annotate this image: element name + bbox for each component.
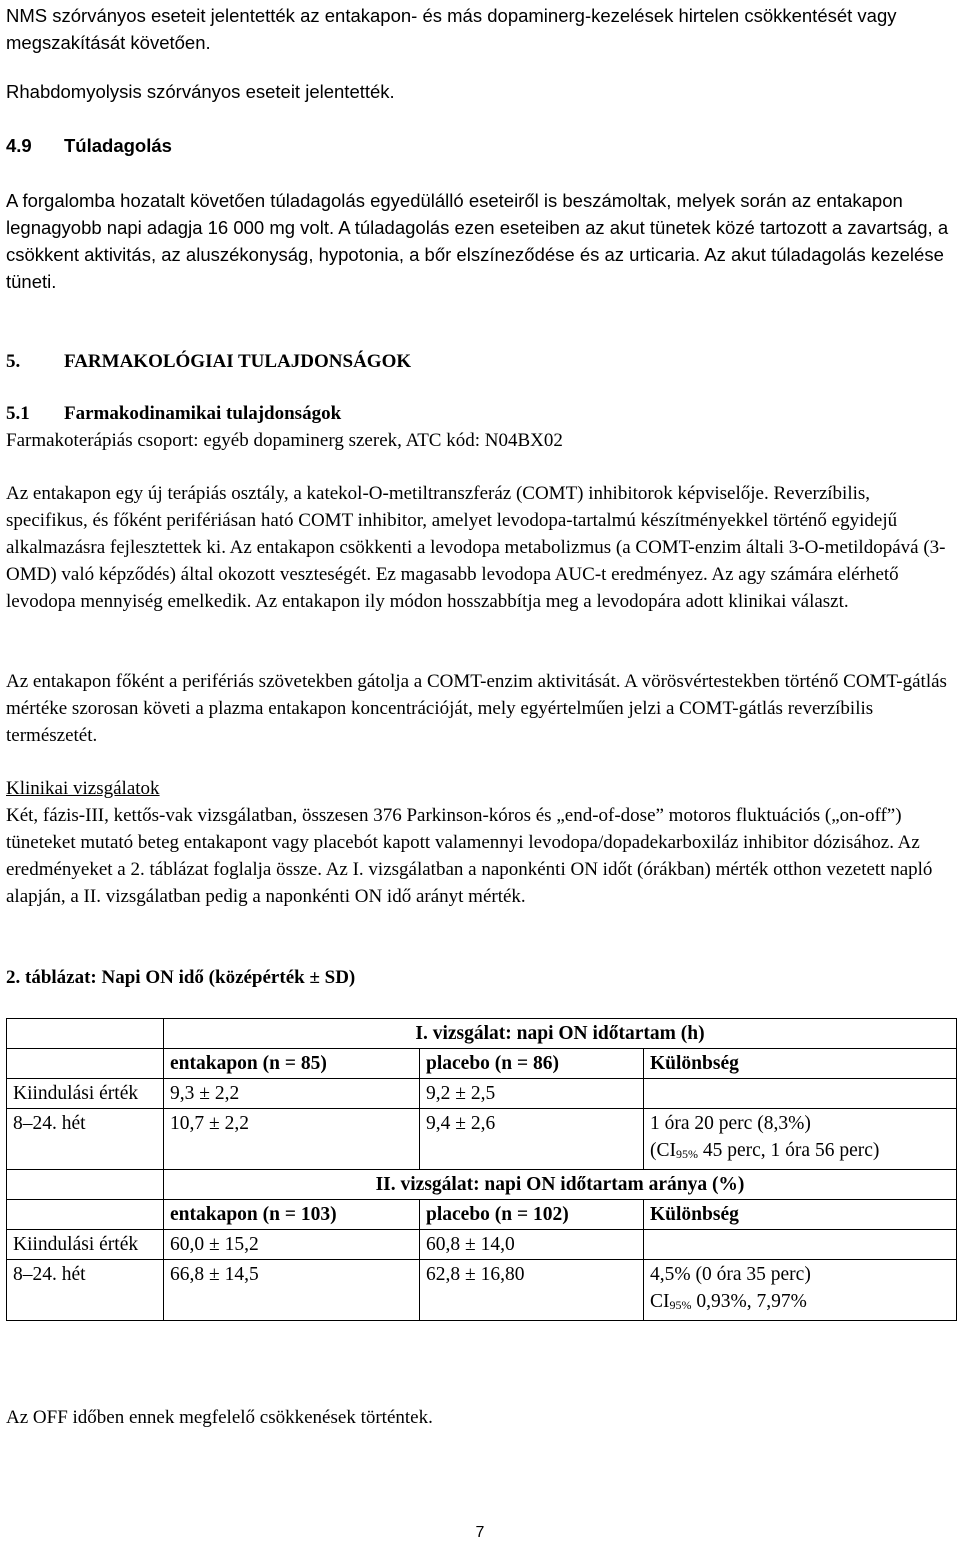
paragraph-overdose-b: A túladagolás ezen eseteiben az akut tünetek közé tartozott a zavartság, a csökkent aktivitás, az aluszékonyság, hypotonia, a bőr elszíneződése és az urticaria. Az akut túladagolás kezelése tüneti. xyxy=(6,217,949,292)
table-row xyxy=(7,1230,957,1260)
table-cell-empty xyxy=(7,1200,164,1230)
ci-subscript: 95% xyxy=(669,1298,692,1312)
table-cell-empty xyxy=(7,1049,164,1079)
table-row xyxy=(7,1109,957,1170)
table-cell-empty xyxy=(7,1019,164,1049)
cell-placebo: 9,2 ± 2,5 xyxy=(420,1079,644,1109)
clinical-trials-heading: Klinikai vizsgálatok xyxy=(6,778,160,799)
table-caption: 2. táblázat: Napi ON idő (középérték ± SD) xyxy=(6,967,356,988)
paragraph-overdose xyxy=(6,187,956,295)
section-number: 4.9 xyxy=(6,135,32,156)
study1-title: I. vizsgálat: napi ON időtartam (h) xyxy=(164,1019,957,1049)
cell-placebo: 9,4 ± 2,6 xyxy=(420,1109,644,1170)
cell-entacapone: 9,3 ± 2,2 xyxy=(164,1079,420,1109)
study1-col-placebo: placebo (n = 86) xyxy=(420,1049,644,1079)
ci-label: (CI xyxy=(650,1140,676,1161)
study1-col-difference: Különbség xyxy=(644,1049,957,1079)
table-row xyxy=(7,1049,957,1079)
cell-difference xyxy=(644,1079,957,1109)
paragraph-atc: Farmakoterápiás csoport: egyéb dopaminerg szerek, ATC kód: N04BX02 xyxy=(6,430,563,451)
cell-placebo: 60,8 ± 14,0 xyxy=(420,1230,644,1260)
table-row xyxy=(7,1019,957,1049)
study2-col-placebo: placebo (n = 102) xyxy=(420,1200,644,1230)
row-label: 8–24. hét xyxy=(7,1109,164,1170)
paragraph-off-time: Az OFF időben ennek megfelelő csökkenések történtek. xyxy=(6,1407,433,1428)
results-table xyxy=(6,1018,957,1321)
section-title: FARMAKOLÓGIAI TULAJDONSÁGOK xyxy=(64,351,412,372)
section-number: 5.1 xyxy=(6,403,30,424)
difference-value: 1 óra 20 perc (8,3%) xyxy=(650,1113,811,1134)
section-heading-5-1 xyxy=(6,400,956,427)
row-label: 8–24. hét xyxy=(7,1260,164,1321)
paragraph-rhabdomyolysis: Rhabdomyolysis szórványos eseteit jelentették. xyxy=(6,81,395,102)
study2-col-entacapone: entakapon (n = 103) xyxy=(164,1200,420,1230)
section-number: 5. xyxy=(6,351,21,372)
paragraph-mechanism: Az entakapon egy új terápiás osztály, a katekol-O-metiltranszferáz (COMT) inhibitorok képviselője. Reverzíbilis, specifikus, és főként perifériásan ható COMT inhibitor, amelyet levodopa-tartalmú készítményekkel történő egyidejű alkalmazásra fejlesztettek ki. Az entakapon csökkenti a levodopa metabolizmus (a COMT-enzim általi 3-O-metildopává (3-OMD) való képződés) által okozott veszteségét. Ez magasabb levodopa AUC-t eredményez. Az agy számára elérhető levodopa mennyiség emelkedik. Az entakapon ily módon hosszabbítja meg a levodopára adott klinikai választ. xyxy=(6,483,946,612)
cell-difference xyxy=(644,1230,957,1260)
cell-difference xyxy=(644,1109,957,1170)
difference-ci xyxy=(650,1137,950,1168)
cell-difference xyxy=(644,1260,957,1321)
ci-subscript: 95% xyxy=(676,1147,698,1161)
paragraph-nms: NMS szórványos eseteit jelentették az entakapon- és más dopaminerg-kezelések hirtelen csökkentését vagy megszakítását követően. xyxy=(6,5,897,53)
section-heading-4-9 xyxy=(6,132,956,159)
study2-title: II. vizsgálat: napi ON időtartam aránya (%) xyxy=(164,1170,957,1200)
ci-label: CI xyxy=(650,1291,670,1312)
cell-entacapone: 66,8 ± 14,5 xyxy=(164,1260,420,1321)
ci-range: 45 perc, 1 óra 56 perc) xyxy=(698,1140,880,1161)
difference-ci xyxy=(650,1288,950,1319)
cell-entacapone: 10,7 ± 2,2 xyxy=(164,1109,420,1170)
paragraph-peripheral: Az entakapon főként a perifériás szövetekben gátolja a COMT-enzim aktivitását. A vörösvértestekben történő COMT-gátlás mértéke szorosan követi a plazma entakapon koncentrációját, mely egyértelműen jelzi a COMT-gátlás reverzíbilis természetét. xyxy=(6,671,947,746)
table-cell-empty xyxy=(7,1170,164,1200)
table-row xyxy=(7,1170,957,1200)
section-title: Túladagolás xyxy=(64,135,172,156)
cell-entacapone: 60,0 ± 15,2 xyxy=(164,1230,420,1260)
table-row xyxy=(7,1260,957,1321)
table-row xyxy=(7,1079,957,1109)
paragraph-overdose-a: A forgalomba hozatalt követően túladagolás egyedülálló eseteiről is beszámoltak, melyek során az entakapon legnagyobb napi adagja 16 000 mg volt. xyxy=(6,190,903,238)
page-number: 7 xyxy=(475,1524,485,1541)
study1-col-entacapone: entakapon (n = 85) xyxy=(164,1049,420,1079)
difference-value: 4,5% (0 óra 35 perc) xyxy=(650,1264,811,1285)
study2-col-difference: Különbség xyxy=(644,1200,957,1230)
section-heading-5 xyxy=(6,348,956,375)
row-label: Kiindulási érték xyxy=(7,1230,164,1260)
paragraph-clinical: Két, fázis-III, kettős-vak vizsgálatban, összesen 376 Parkinson-kóros és „end-of-dose” motoros fluktuációs („on-off”) tüneteket mutató beteg entakapont vagy placebót kapott valamennyi levodopa/dopadekarboxiláz inhibitor dózisához. Az eredményeket a 2. táblázat foglalja össze. Az I. vizsgálatban a naponkénti ON időt (órákban) mérték otthon vezetett napló alapján, a II. vizsgálatban pedig a naponkénti ON idő arányt mérték. xyxy=(6,805,933,907)
table-row xyxy=(7,1200,957,1230)
section-title: Farmakodinamikai tulajdonságok xyxy=(64,403,342,424)
ci-range: 0,93%, 7,97% xyxy=(691,1291,807,1312)
row-label: Kiindulási érték xyxy=(7,1079,164,1109)
cell-placebo: 62,8 ± 16,80 xyxy=(420,1260,644,1321)
